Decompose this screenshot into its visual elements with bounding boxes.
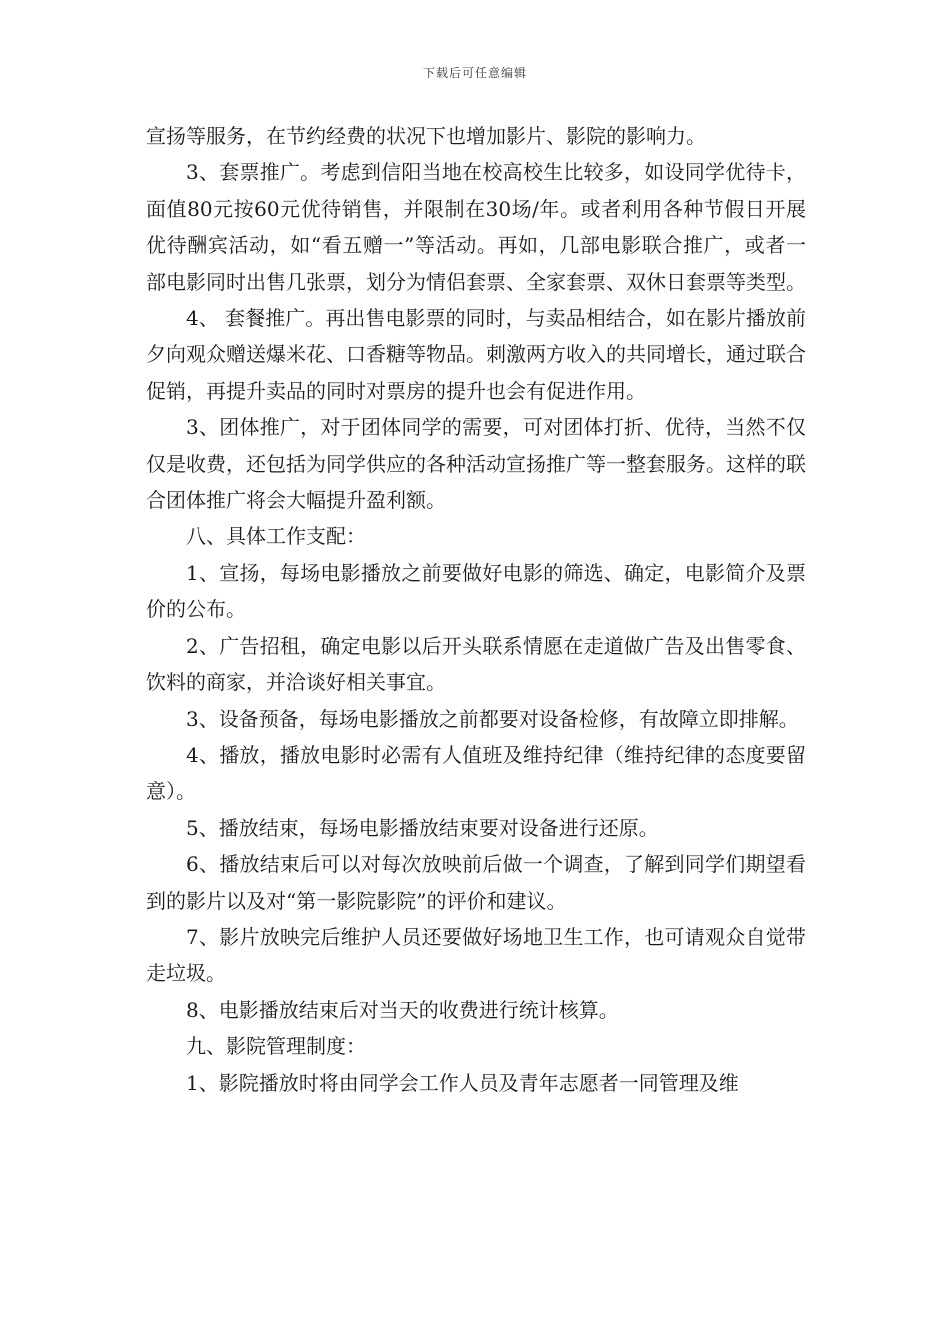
paragraph-10: 5、播放结束，每场电影播放结束要对设备进行还原。: [186, 815, 659, 840]
paragraph-8: 3、设备预备，每场电影播放之前都要对设备检修，有故障立即排解。: [186, 706, 799, 731]
paragraph-2: 3、套票推广。考虑到信阳当地在校高校生比较多，如设同学优待卡，面值80元按60元优待销售，并限制在30场/年。或者利用各种节假日开展优待酬宾活动，如“看五赠一”等活动。再如，几部电影联合推广，或者一部电影同时出售几张票，划分为情侣套票、全家套票、双休日套票等类型。: [146, 160, 806, 294]
paragraph-7: 2、广告招租，确定电影以后开头联系情愿在走道做广告及出售零食、饮料的商家，并洽谈好相关事宜。: [146, 633, 806, 695]
paragraph-9: 4、播放，播放电影时必需有人值班及维持纪律（维持纪律的态度要留意）。: [146, 742, 806, 804]
paragraph-4: 3、团体推广，对于团体同学的需要，可对团体打折、优待，当然不仅仅是收费，还包括为同学供应的各种活动宣扬推广等一整套服务。这样的联合团体推广将会大幅提升盈利额。: [146, 415, 806, 513]
paragraph-11: 6、播放结束后可以对每次放映前后做一个调查，了解到同学们期望看到的影片以及对“第一影院影院”的评价和建议。: [146, 852, 806, 913]
document-body: [146, 118, 806, 1101]
page-header: 下载后可任意编辑: [422, 66, 527, 80]
paragraph-3: 4、 套餐推广。再出售电影票的同时，与卖品相结合，如在影片播放前夕向观众赠送爆米花、口香糖等物品。刺激两方收入的共同增长，通过联合促销，再提升卖品的同时对票房的提升也会有促进作用。: [146, 306, 806, 403]
section-heading-9: 九、影院管理制度：: [186, 1034, 366, 1059]
paragraph-13: 8、电影播放结束后对当天的收费进行统计核算。: [186, 997, 619, 1022]
paragraph-15: 1、影院播放时将由同学会工作人员及青年志愿者一同管理及维: [186, 1070, 739, 1095]
paragraph-6: 1、宣扬，每场电影播放之前要做好电影的筛选、确定，电影简介及票价的公布。: [146, 560, 806, 622]
section-heading-8: 八、具体工作支配：: [186, 524, 366, 549]
paragraph-1: 宣扬等服务，在节约经费的状况下也增加影片、影院的影响力。: [146, 124, 706, 148]
paragraph-12: 7、影片放映完后维护人员还要做好场地卫生工作，也可请观众自觉带走垃圾。: [146, 924, 806, 986]
